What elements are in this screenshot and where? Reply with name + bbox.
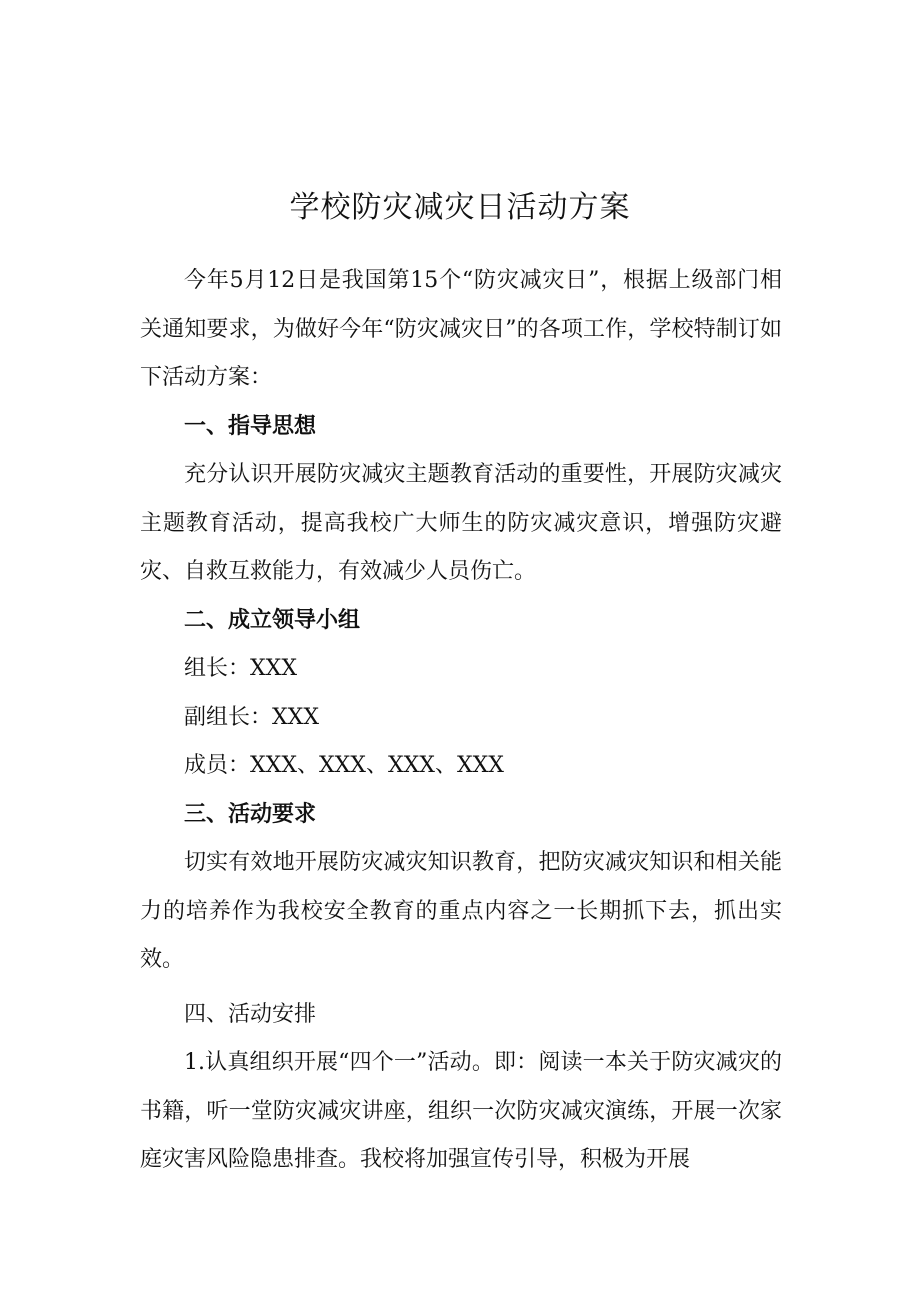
document-body bbox=[140, 257, 782, 1185]
deputy-leader-line: 副组长：XXX bbox=[184, 704, 319, 730]
activity-arrangement-item-1: 1.认真组织开展“四个一”活动。即：阅读一本关于防灾减灾的书籍，听一堂防灾减灾讲座，组织一次防灾减灾演练，开展一次家庭灾害风险隐患排查。我校将加强宣传引导，积极为开展 bbox=[140, 1050, 782, 1172]
guiding-ideology-paragraph: 充分认识开展防灾减灾主题教育活动的重要性，开展防灾减灾主题教育活动，提高我校广大师生的防灾减灾意识，增强防灾避灾、自救互救能力，有效减少人员伤亡。 bbox=[140, 462, 782, 584]
intro-paragraph: 今年5月12日是我国第15个“防灾减灾日”，根据上级部门相关通知要求，为做好今年“防灾减灾日”的各项工作，学校特制订如下活动方案： bbox=[140, 268, 782, 390]
group-leader-line: 组长：XXX bbox=[184, 656, 297, 681]
section-heading-leadership-group: 二、成立领导小组 bbox=[184, 607, 361, 633]
section-heading-guiding-ideology: 一、指导思想 bbox=[184, 413, 317, 439]
section-heading-activity-requirements: 三、活动要求 bbox=[184, 801, 317, 827]
section-heading-activity-arrangement: 四、活动安排 bbox=[184, 1001, 317, 1027]
members-line: 成员：XXX、XXX、XXX、XXX bbox=[184, 753, 504, 778]
activity-requirements-paragraph: 切实有效地开展防灾减灾知识教育，把防灾减灾知识和相关能力的培养作为我校安全教育的重点内容之一长期抓下去，抓出实效。 bbox=[140, 850, 782, 972]
document-title: 学校防灾减灾日活动方案 bbox=[289, 190, 631, 226]
